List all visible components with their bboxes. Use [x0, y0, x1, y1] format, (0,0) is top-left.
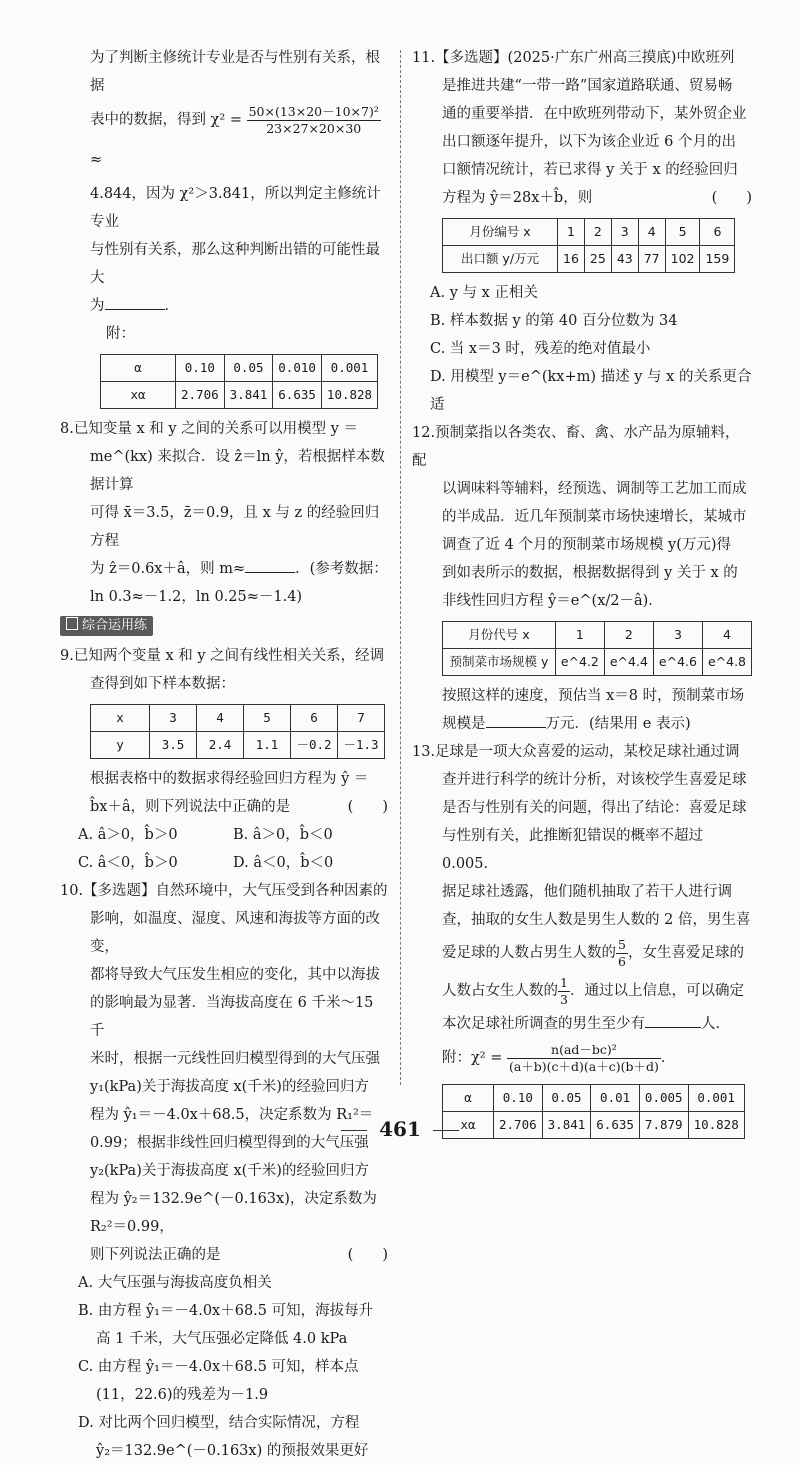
- answer-blank[interactable]: [645, 1013, 701, 1028]
- text-line: 据足球社透露，他们随机抽取了若干人进行调: [442, 884, 732, 900]
- table-row: [443, 622, 752, 649]
- fraction-denominator: 6: [618, 953, 626, 969]
- table-cell: 4: [638, 219, 665, 246]
- text-line: 人．: [701, 1016, 730, 1032]
- table-cell: －0.2: [291, 732, 338, 759]
- table-cell: 0.05: [224, 355, 273, 382]
- chi-square-formula: [507, 1042, 661, 1075]
- answer-blank[interactable]: [105, 295, 165, 310]
- table-cell: y: [91, 732, 150, 759]
- table-cell: 4: [197, 705, 244, 732]
- question-10: [60, 877, 388, 1465]
- text-line: ．(参考数据：: [295, 561, 388, 577]
- text-line: 人数占女生人数的: [442, 983, 558, 999]
- answer-paren[interactable]: ( ): [711, 190, 752, 206]
- table-row: [91, 732, 385, 759]
- option-a[interactable]: A. 大气压强与海拔高度负相关: [78, 1275, 272, 1291]
- option-c[interactable]: C. 由方程 ŷ₁＝－4.0x＋68.5 可知，样本点: [78, 1359, 359, 1375]
- table-row: [101, 355, 378, 382]
- table-cell: 出口额 y/万元: [443, 246, 558, 273]
- text-line: 与性别有关系，那么这种判断出错的可能性最大: [90, 242, 380, 286]
- table-row: [101, 382, 378, 409]
- text-line: [412, 184, 752, 212]
- export-table: [442, 218, 735, 273]
- fraction-denominator: 3: [560, 991, 568, 1007]
- text-line: 非线性回归方程 ŷ＝e^(x/2－â)．: [442, 593, 663, 609]
- text-line: [60, 555, 388, 583]
- table-cell: 3.5: [150, 732, 197, 759]
- table-cell: 159: [700, 246, 735, 273]
- appendix-label: 附：χ² =: [442, 1050, 507, 1066]
- sample-data-table: [90, 704, 385, 759]
- table-cell: 1: [558, 219, 585, 246]
- table-cell: 102: [665, 246, 700, 273]
- fraction-numerator: 1: [560, 974, 568, 990]
- book-icon: [66, 617, 78, 630]
- table-cell: xα: [443, 1112, 494, 1139]
- option-a[interactable]: A. y 与 x 正相关: [430, 285, 538, 301]
- table-cell: 0.01: [591, 1085, 640, 1112]
- table-cell: 0.001: [688, 1085, 744, 1112]
- text-line: [412, 934, 752, 972]
- table-cell: 16: [558, 246, 585, 273]
- text-line: 规模是: [442, 716, 486, 732]
- table-cell: 2.706: [494, 1112, 543, 1139]
- table-cell: 43: [611, 246, 638, 273]
- text-line: 以调味料等辅料，经预选、调制等工艺加工而成: [442, 481, 747, 497]
- text-line: 查得到如下样本数据：: [90, 676, 235, 692]
- table-cell: xα: [101, 382, 176, 409]
- table-cell: 2: [604, 622, 653, 649]
- text-line: 到如表所示的数据，根据数据得到 y 关于 x 的: [442, 565, 738, 581]
- text-line: 通的重要举措．在中欧班列带动下，某外贸企业: [442, 106, 747, 122]
- text-line: 0.99；根据非线性回归模型得到的大气压强: [90, 1135, 369, 1151]
- fraction-numerator: 50×(13×20－10×7)²: [248, 103, 379, 119]
- page-number: [0, 1117, 800, 1141]
- table-row: [443, 1085, 745, 1112]
- text-line: 调查了近 4 个月的预制菜市场规模 y(万元)得: [442, 537, 732, 553]
- critical-value-table: [100, 354, 378, 409]
- section-title: [60, 616, 153, 636]
- text-line: 本次足球社所调查的男生至少有: [442, 1016, 645, 1032]
- table-cell: 2.706: [176, 382, 225, 409]
- table-cell: 3: [653, 622, 702, 649]
- table-cell: 6: [700, 219, 735, 246]
- dash-decoration: [433, 1130, 459, 1131]
- table-cell: 7: [338, 705, 385, 732]
- table-row: [443, 649, 752, 676]
- text-line: 方程为 ŷ＝28x＋b̂，则: [442, 190, 593, 206]
- table-cell: 1.1: [244, 732, 291, 759]
- text-line: 是推进共建“一带一路”国家道路联通、贸易畅: [442, 78, 733, 94]
- table-cell: 5: [244, 705, 291, 732]
- table-cell: 3: [611, 219, 638, 246]
- fraction-five-sixths: [616, 937, 628, 970]
- option-b[interactable]: B. 由方程 ŷ₁＝－4.0x＋68.5 可知，海拔每升: [78, 1303, 374, 1319]
- table-cell: 预制菜市场规模 y: [443, 649, 556, 676]
- text-line: 都将导致大气压发生相应的变化，其中以海拔: [90, 967, 380, 983]
- text-line: 13.足球是一项大众喜爱的运动，某校足球社通过调: [412, 744, 740, 760]
- text-line: [412, 1010, 752, 1038]
- text-line: ≈: [90, 152, 103, 168]
- text-line: [412, 1038, 752, 1078]
- table-cell: 3.841: [542, 1112, 591, 1139]
- option-a[interactable]: A. â＞0，b̂＞0: [78, 827, 178, 843]
- table-cell: 0.05: [542, 1085, 591, 1112]
- fraction-denominator: 23×27×20×30: [266, 120, 362, 136]
- question-7-continued: [60, 44, 388, 409]
- answer-blank[interactable]: [486, 713, 546, 728]
- table-cell: α: [443, 1085, 494, 1112]
- text-line: 查并进行科学的统计分析，对该校学生喜爱足球: [442, 772, 747, 788]
- text-line: 程为 ŷ₁＝－4.0x＋68.5，决定系数为 R₁²＝: [90, 1107, 374, 1123]
- chi-square-fraction: [247, 104, 381, 137]
- option-c[interactable]: C. 当 x＝3 时，残差的绝对值最小: [430, 341, 651, 357]
- table-cell: 10.828: [688, 1112, 744, 1139]
- table-cell: 3: [150, 705, 197, 732]
- text-line: [60, 292, 388, 320]
- text-line: me^(kx) 来拟合．设 ẑ＝ln ŷ，若根据样本数据计算: [90, 449, 385, 493]
- page-number-text: 461: [379, 1117, 421, 1141]
- text-line: 按照这样的速度，预估当 x＝8 时，预制菜市场: [442, 688, 745, 704]
- table-cell: e^4.8: [702, 649, 751, 676]
- option-c-cont: (11，22.6)的残差为－1.9: [96, 1387, 269, 1403]
- table-row: [443, 219, 735, 246]
- text-line: 口额情况统计，若已求得 y 关于 x 的经验回归: [442, 162, 738, 178]
- fraction-numerator: 5: [618, 936, 626, 952]
- text-line: 可得 x̄＝3.5，z̄＝0.9，且 x 与 z 的经验回归方程: [90, 505, 380, 549]
- text-line: y₁(kPa)关于海拔高度 x(千米)的经验回归方: [90, 1079, 369, 1095]
- options-row: [60, 821, 388, 849]
- text-line: 的半成品．近几年预制菜市场快速增长，某城市: [442, 509, 747, 525]
- answer-paren[interactable]: ( ): [347, 1247, 388, 1263]
- question-9: [60, 642, 388, 877]
- text-line: 米时，根据一元线性回归模型得到的大气压强: [90, 1051, 380, 1067]
- fraction-denominator: (a＋b)(c＋d)(a＋c)(b＋d): [508, 1058, 659, 1074]
- fraction-numerator: n(ad－bc)²: [507, 1042, 661, 1059]
- dash-decoration: [341, 1130, 367, 1131]
- market-size-table: [442, 621, 752, 676]
- option-d[interactable]: D. 对比两个回归模型，结合实际情况，方程: [78, 1415, 360, 1431]
- text-line: 10.【多选题】自然环境中，大气压受到各种因素的: [60, 883, 388, 899]
- table-cell: 6.635: [273, 382, 322, 409]
- text-line: 11.【多选题】(2025·广东广州高三摸底)中欧班列: [412, 50, 735, 66]
- text-line: 为了判断主修统计专业是否与性别有关系，根据: [90, 50, 380, 94]
- text-line: [60, 793, 388, 821]
- text-line: 4.844，因为 χ²＞3.841，所以判定主修统计专业: [90, 186, 381, 230]
- fraction-one-third: [558, 975, 570, 1008]
- table-cell: 月份编号 x: [443, 219, 558, 246]
- text-line: 影响，如温度、湿度、风速和海拔等方面的改变，: [90, 911, 380, 955]
- text-line: [412, 710, 752, 738]
- option-c[interactable]: C. â＜0，b̂＞0: [78, 855, 178, 871]
- left-column: [60, 44, 388, 1465]
- text-line: 与性别有关，此推断犯错误的概率不超过 0.005.: [442, 828, 703, 872]
- text-line: 查，抽取的女生人数是男生人数的 2 倍，男生喜: [442, 912, 751, 928]
- text-line: y₂(kPa)关于海拔高度 x(千米)的经验回归方: [90, 1163, 369, 1179]
- table-cell: 月份代号 x: [443, 622, 556, 649]
- table-cell: 0.10: [494, 1085, 543, 1112]
- table-cell: 0.001: [321, 355, 377, 382]
- text-line: ．: [164, 298, 179, 314]
- text-line: 是否与性别有关的问题，得出了结论：喜爱足球: [442, 800, 747, 816]
- question-11: [412, 44, 752, 419]
- table-cell: 0.005: [639, 1085, 688, 1112]
- option-b[interactable]: B. 样本数据 y 的第 40 百分位数为 34: [430, 313, 678, 329]
- table-cell: 2: [584, 219, 611, 246]
- text-line: 的影响最为显著．当海拔高度在 6 千米～15 千: [90, 995, 374, 1039]
- text-line: 爱足球的人数占男生人数的: [442, 945, 616, 961]
- text-line: 9.已知两个变量 x 和 y 之间有线性相关关系，经调: [60, 648, 385, 664]
- table-cell: 1: [555, 622, 604, 649]
- table-cell: x: [91, 705, 150, 732]
- text-line: 出口额逐年提升，以下为该企业近 6 个月的出: [442, 134, 736, 150]
- text-line: ，女生喜爱足球的: [627, 945, 744, 961]
- table-cell: 6: [291, 705, 338, 732]
- text-line: ．通过以上信息，可以确定: [569, 983, 744, 999]
- text-line: 为 ẑ＝0.6x＋â，则 m≈: [90, 561, 246, 577]
- column-divider: [400, 50, 401, 1085]
- table-cell: e^4.4: [604, 649, 653, 676]
- options-row: [60, 849, 388, 877]
- table-cell: 0.010: [273, 355, 322, 382]
- question-13: [412, 738, 752, 1139]
- text-line: 万元．(结果用 e 表示): [545, 716, 691, 732]
- table-row: [443, 246, 735, 273]
- table-cell: 4: [702, 622, 751, 649]
- table-cell: α: [101, 355, 176, 382]
- option-d-cont: ŷ₂＝132.9e^(－0.163x) 的预报效果更好: [96, 1443, 369, 1459]
- text-line: 为: [90, 298, 105, 314]
- text-line: [412, 972, 752, 1010]
- question-8: [60, 415, 388, 611]
- text-line: 表中的数据，得到 χ² =: [90, 112, 247, 128]
- table-cell: 25: [584, 246, 611, 273]
- text-line: b̂x＋â，则下列说法中正确的是: [90, 799, 291, 815]
- answer-paren[interactable]: ( ): [347, 799, 388, 815]
- text-line: 12.预制菜指以各类农、畜、禽、水产品为原辅料，配: [412, 425, 740, 469]
- section-title-text: 综合运用练: [82, 618, 148, 633]
- text-line: 8.已知变量 x 和 y 之间的关系可以用模型 y ＝: [60, 421, 359, 437]
- right-column: [412, 44, 752, 1145]
- table-cell: e^4.6: [653, 649, 702, 676]
- text-line: 程为 ŷ₂＝132.9e^(－0.163x)，决定系数为 R₂²＝0.99，: [90, 1191, 377, 1235]
- option-b[interactable]: B. â＞0，b̂＜0: [233, 827, 333, 843]
- table-cell: 10.828: [321, 382, 377, 409]
- table-cell: 5: [665, 219, 700, 246]
- table-cell: 0.10: [176, 355, 225, 382]
- text-line: 根据表格中的数据求得经验回归方程为 ŷ ＝: [90, 771, 369, 787]
- option-b-cont: 高 1 千米，大气压强必定降低 4.0 kPa: [96, 1331, 348, 1347]
- table-cell: 6.635: [591, 1112, 640, 1139]
- question-12: [412, 419, 752, 738]
- table-row: [91, 705, 385, 732]
- option-d[interactable]: D. â＜0，b̂＜0: [233, 855, 334, 871]
- text-line: 则下列说法正确的是: [90, 1247, 221, 1263]
- text-line: [60, 100, 388, 180]
- table-cell: 7.879: [639, 1112, 688, 1139]
- table-cell: －1.3: [338, 732, 385, 759]
- answer-blank[interactable]: [245, 558, 295, 573]
- text-line: [60, 1241, 388, 1269]
- table-cell: 77: [638, 246, 665, 273]
- table-cell: 2.4: [197, 732, 244, 759]
- option-d[interactable]: D. 用模型 y＝e^(kx+m) 描述 y 与 x 的关系更合适: [430, 369, 752, 413]
- table-cell: 3.841: [224, 382, 273, 409]
- appendix-label: 附：: [106, 326, 135, 342]
- text-line: ln 0.3≈－1.2，ln 0.25≈－1.4): [90, 589, 303, 605]
- text-line: ．: [660, 1050, 676, 1066]
- table-cell: e^4.2: [555, 649, 604, 676]
